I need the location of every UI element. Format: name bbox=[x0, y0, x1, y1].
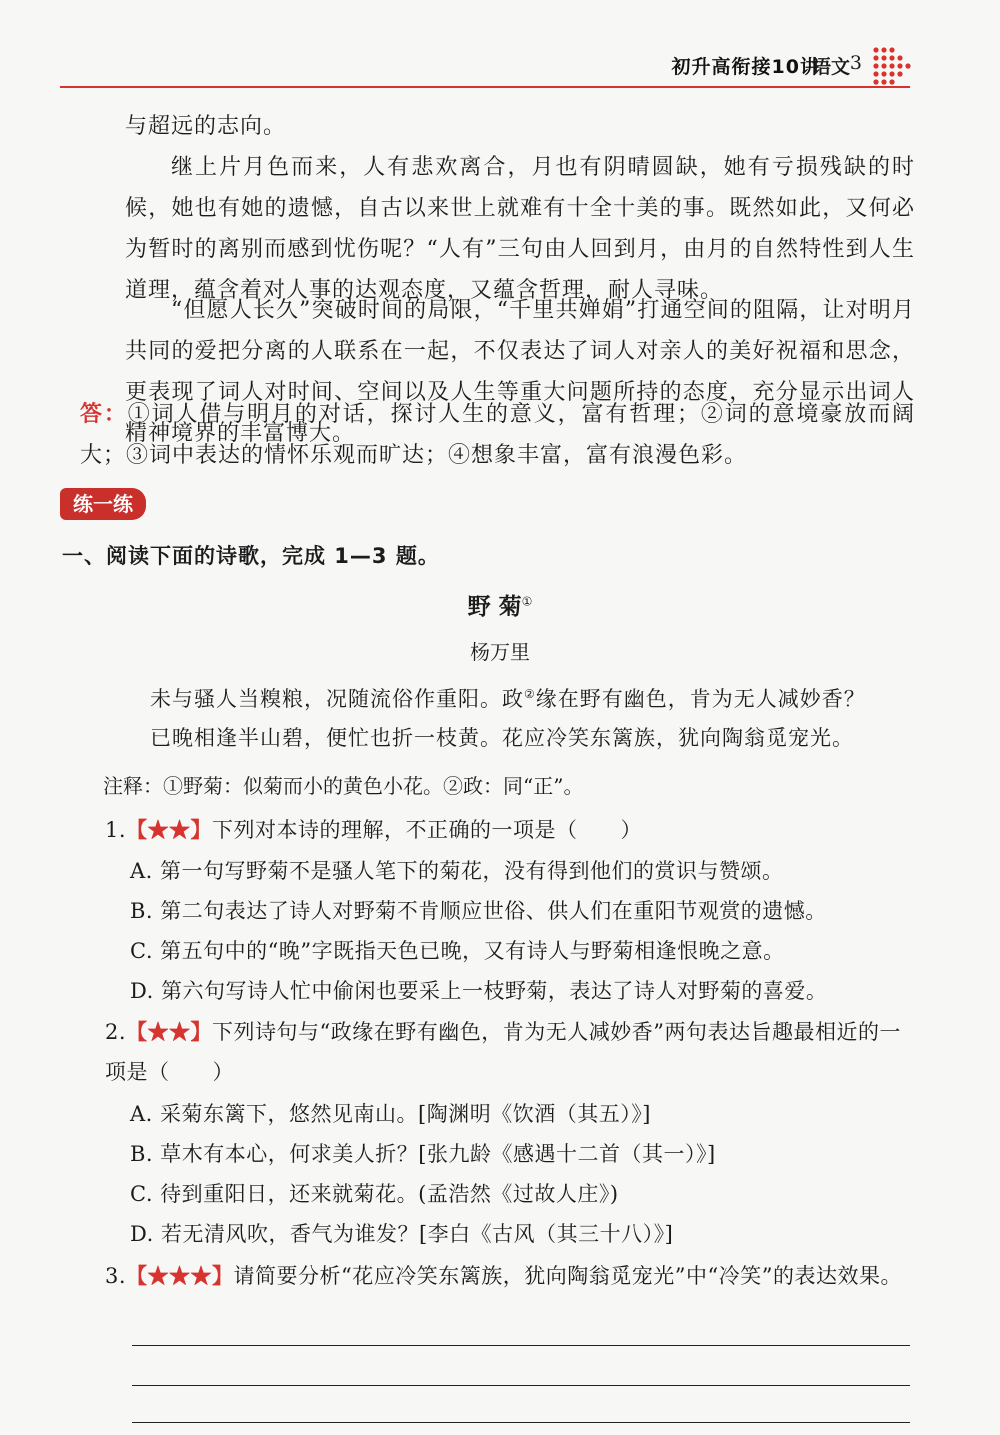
answer-block bbox=[80, 394, 915, 476]
intro-paragraph-3: “但愿人长久”突破时间的局限，“千里共婵娟”打通空间的阻隔，让对明月共同的爱把分离的人联系在一起，不仅表达了词人对亲人的美好祝福和思念，更表现了词人对时间、空间以及人生等重大问题所持的态度，充分显示出词人精神境界的丰富博大。 bbox=[125, 298, 915, 446]
option-1c: C. 第五句中的“晚”字既指天色已晚，又有诗人与野菊相逢恨晚之意。 bbox=[130, 939, 785, 963]
intro-line: 与超远的志向。 bbox=[125, 114, 287, 139]
answer-line-1[interactable] bbox=[132, 1345, 910, 1346]
poem-author: 杨万里 bbox=[470, 640, 530, 664]
book-title: 初升高衔接10讲 bbox=[671, 56, 820, 78]
answer-line-2[interactable] bbox=[132, 1385, 910, 1386]
question-number: 1. bbox=[105, 818, 127, 842]
option-2d: D. 若无清风吹，香气为谁发？[李白《古风（其三十八）》] bbox=[130, 1222, 674, 1246]
intro-paragraph-2: 继上片月色而来，人有悲欢离合，月也有阴晴圆缺，她有亏损残缺的时候，她也有她的遗憾，自古以来世上就难有十全十美的事。既然如此，又何必为暂时的离别而感到忧伤呢？“人有”三句由人回到月，由月的自然特性到人生道理，蕴含着对人事的达观态度，又蕴含哲理，耐人寻味。 bbox=[125, 155, 915, 303]
answer-label: 答： bbox=[80, 401, 128, 427]
poem-title-text: 野 菊 bbox=[467, 594, 522, 620]
poem-line-1 bbox=[150, 683, 866, 713]
page-number: 3 bbox=[849, 52, 862, 74]
decorative-dots-icon bbox=[872, 46, 912, 86]
difficulty-stars: 【★★★】 bbox=[126, 1263, 234, 1288]
poem-line-1b: 缘在野有幽色，肯为无人减妙香？ bbox=[535, 687, 866, 711]
header-divider bbox=[60, 86, 910, 88]
question-3 bbox=[105, 1256, 915, 1296]
option-2c: C. 待到重阳日，还来就菊花。(孟浩然《过故人庄》) bbox=[130, 1182, 619, 1206]
answer-line-3[interactable] bbox=[132, 1422, 910, 1423]
difficulty-stars: 【★★】 bbox=[126, 1019, 213, 1044]
question-text: 下列诗句与“政缘在野有幽色，肯为无人减妙香”两句表达旨趣最相近的一项是（ ） bbox=[105, 1020, 902, 1084]
question-number: 2. bbox=[105, 1020, 127, 1044]
answer-text: ①词人借与明月的对话，探讨人生的意义，富有哲理；②词的意境豪放而阔大；③词中表达的情怀乐观而旷达；④想象丰富，富有浪漫色彩。 bbox=[80, 402, 915, 468]
subject-label: 语文 bbox=[811, 56, 850, 78]
option-2b: B. 草木有本心，何求美人折？[张九龄《感遇十二首（其一）》] bbox=[130, 1142, 716, 1166]
page-header bbox=[0, 0, 1000, 90]
question-text: 请简要分析“花应冷笑东篱族，犹向陶翁觅宠光”中“冷笑”的表达效果。 bbox=[233, 1264, 902, 1288]
poem-title bbox=[0, 588, 1000, 621]
section-heading: 一、阅读下面的诗歌，完成 1—3 题。 bbox=[62, 544, 440, 568]
poem-note-mark-2: ② bbox=[524, 687, 536, 701]
question-number: 3. bbox=[105, 1264, 127, 1288]
option-1d: D. 第六句写诗人忙中偷闲也要采上一枝野菊，表达了诗人对野菊的喜爱。 bbox=[130, 979, 828, 1003]
question-1 bbox=[105, 810, 915, 850]
poem-line-2: 已晚相逢半山碧，便忙也折一枝黄。花应冷笑东篱族，犹向陶翁觅宠光。 bbox=[150, 726, 854, 750]
question-text: 下列对本诗的理解，不正确的一项是（ ） bbox=[212, 818, 643, 842]
option-1a: A. 第一句写野菊不是骚人笔下的菊花，没有得到他们的赏识与赞颂。 bbox=[130, 859, 784, 883]
option-2a: A. 采菊东篱下，悠然见南山。[陶渊明《饮酒（其五）》] bbox=[130, 1102, 651, 1126]
difficulty-stars: 【★★】 bbox=[126, 817, 213, 842]
poem-title-note-mark: ① bbox=[521, 594, 533, 609]
practice-badge: 练一练 bbox=[60, 488, 146, 520]
poem-line-1a: 未与骚人当糗粮，况随流俗作重阳。政 bbox=[150, 687, 524, 711]
poem-note: 注释：①野菊：似菊而小的黄色小花。②政：同“正”。 bbox=[103, 774, 584, 798]
question-2 bbox=[105, 1012, 915, 1092]
option-1b: B. 第二句表达了诗人对野菊不肯顺应世俗、供人们在重阳节观赏的遗憾。 bbox=[130, 899, 827, 923]
